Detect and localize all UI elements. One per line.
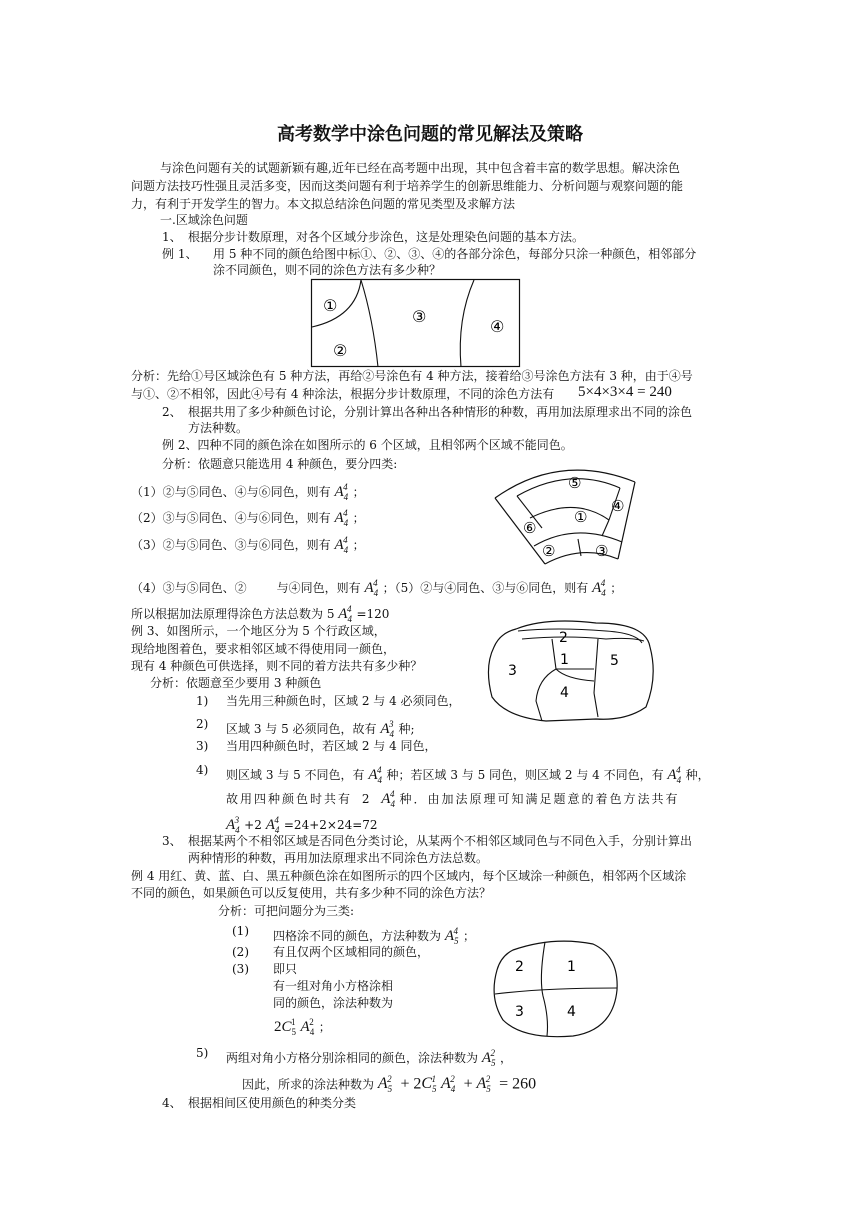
intro-line-3: 力，有利于开发学生的智力。本文拟总结涂色问题的常见类型及求解方法 (131, 197, 516, 211)
example-3-analysis: 分析：依题意至少要用 3 种颜色 (150, 676, 322, 690)
example-1-result: 5×4×3×4 = 240 (578, 384, 672, 400)
ex1-region-1: ① (323, 296, 338, 315)
method-2-num: 2、 (162, 405, 182, 419)
ex2-region-1: ① (574, 508, 588, 526)
ex1-region-3: ③ (412, 307, 427, 326)
ex1-region-4: ④ (490, 317, 505, 336)
ex3-region-4: 4 (560, 685, 569, 701)
intro-line-1: 与涂色问题有关的试题新颖有趣,近年已经在高考题中出现，其中包含着丰富的数学思想。解决涂色 (160, 161, 680, 175)
ex4-case-3b: 有一组对角小方格涂相 (273, 979, 394, 993)
ex4-case-2-num: (2) (232, 945, 249, 959)
example-2-case-4: （4）③与⑤同色、② 与④同色，则有 $A_4^4$ ；（5）②与④同色、③与⑥同色，则有 $A_4^4$ ； (131, 578, 623, 598)
example-3-line-3: 现有 4 种颜色可供选择，则不同的着方法共有多少种？ (131, 659, 423, 673)
ex4-case-5-num: 5) (196, 1046, 209, 1060)
ex3-item-2: 区域 3 与 5 必须同色，故有 $A_4^3$ 种; (226, 719, 415, 739)
ex4-case-1-num: (1) (232, 924, 249, 938)
example-4-line-2: 不同的颜色，如果颜色可以反复使用，共有多少种不同的涂色方法？ (131, 886, 492, 900)
ex4-case-2: 有且仅两个区域相同的颜色， (273, 945, 430, 959)
example-3-figure (486, 617, 658, 725)
ex3-item-3: 当用四种颜色时，若区域 2 与 4 同色， (226, 739, 437, 753)
ex2-region-5: ⑤ (568, 474, 582, 492)
example-4-analysis: 分析：可把问题分为三类: (218, 904, 355, 918)
example-2-case-3: （3）②与⑤同色、③与⑥同色，则有 $A_4^4$ ； (131, 535, 365, 555)
ex4-case-3c: 同的颜色，涂法种数为 (273, 996, 394, 1010)
ex4-case-1: 四格涂不同的颜色，方法种数为 $A_5^4$ ； (273, 926, 476, 946)
ex3-region-1: 1 (560, 652, 569, 668)
method-1-num: 1、 (162, 230, 182, 244)
example-4-line-1: 例 4 用红、黄、蓝、白、黑五种颜色涂在如图所示的四个区域内，每个区域涂一种颜色，相邻两个区域涂 (131, 869, 687, 883)
example-1-figure (311, 279, 523, 369)
ex4-conclusion: 因此，所求的涂法种数为 $A_5^2 + 2C_5^1$ $A_4^2 + A_5^2 = 260$ (242, 1074, 537, 1095)
ex4-region-2: 2 (515, 959, 524, 975)
example-1-analysis-1: 分析：先给①号区域涂色有 5 种方法，再给②号涂色有 4 种方法，接着给③号涂色方法有 3 种，由于④号 (131, 369, 693, 383)
ex3-item-1: 当先用三种颜色时，区域 2 与 4 必须同色， (226, 694, 461, 708)
example-3-line-2: 现给地图着色，要求相邻区域不得使用同一颜色， (131, 642, 396, 656)
ex3-final: $A_4^3 +2$ $A_4^4 =24+2\times 24=72$ (226, 815, 378, 835)
example-1-label: 例 1、 (162, 247, 198, 261)
method-2-line-2: 方法种数。 (188, 421, 249, 435)
method-3-num: 3、 (162, 834, 182, 848)
ex3-item-4-line-2: 故用四种颜色时共有 2 $A_4^4$ 种．由加法原理可知满足题意的着色方法共有 (226, 789, 680, 809)
example-1-line-2: 涂不同颜色，则不同的涂色方法有多少种？ (213, 263, 442, 277)
example-2-intro: 例 2、四种不同的颜色涂在如图所示的 6 个区域，且相邻两个区域不能同色。 (162, 438, 573, 452)
intro-line-2: 问题方法技巧性强且灵活多变，因而这类问题有利于培养学生的创新思维能力、分析问题与观察问题的能 (131, 179, 684, 193)
example-3-line-1: 例 3、如图所示，一个地区分为 5 个行政区域， (131, 624, 386, 638)
example-2-case-2: （2）③与⑤同色、④与⑥同色，则有 $A_4^4$ ； (131, 508, 365, 528)
ex3-item-4: 则区域 3 与 5 不同色，有 $A_4^4$ 种；若区域 3 与 5 同色，则区域 2 与 4 不同色，有 $A_4^4$ 种， (226, 765, 710, 785)
ex2-region-2: ② (542, 542, 556, 560)
method-4-num: 4、 (162, 1096, 182, 1110)
ex3-item-4-num: 4) (196, 763, 209, 777)
ex2-region-3: ③ (595, 542, 609, 560)
ex4-case-5: 两组对角小方格分别涂相同的颜色，涂法种数为 $A_5^2$ ， (226, 1048, 513, 1068)
ex3-region-3: 3 (508, 663, 517, 679)
method-4-text: 根据相间区使用颜色的种类分类 (188, 1096, 357, 1110)
example-4-figure (493, 938, 621, 1040)
section-heading: 一.区域涂色问题 (160, 213, 248, 227)
ex4-region-4: 4 (567, 1004, 576, 1020)
method-2-line-1: 根据共用了多少种颜色讨论，分别计算出各种出各种情形的种数，再用加法原理求出不同的涂色 (188, 405, 693, 419)
ex3-item-1-num: 1) (196, 694, 209, 708)
ex2-region-4: ④ (611, 497, 625, 515)
example-1-analysis-2: 与①、②不相邻，因此④号有 4 种涂法，根据分步计数原理，不同的涂色方法有 (131, 387, 555, 401)
ex4-case-3a: 即只 (273, 962, 298, 976)
ex3-region-2: 2 (559, 630, 568, 646)
ex4-case-3-num: (3) (232, 962, 249, 976)
example-1-line-1: 用 5 种不同的颜色给图中标①、②、③、④的各部分涂色，每部分只涂一种颜色，相邻部分 (213, 247, 697, 261)
ex3-item-3-num: 3) (196, 739, 209, 753)
ex1-region-2: ② (333, 341, 348, 360)
ex3-region-5: 5 (610, 653, 619, 669)
example-2-case-1: （1）②与⑤同色、④与⑥同色，则有 $A_4^4$ ； (131, 482, 365, 502)
ex2-region-6: ⑥ (523, 519, 537, 537)
method-3-line-1: 根据某两个不相邻区域是否同色分类讨论，从某两个不相邻区域同色与不同色入手，分别计算出 (188, 834, 693, 848)
ex3-item-2-num: 2) (196, 717, 209, 731)
example-2-analysis: 分析：依题意只能选用 4 种颜色，要分四类: (162, 457, 398, 471)
page-title: 高考数学中涂色问题的常见解法及策略 (277, 124, 583, 145)
method-3-line-2: 两种情形的种数，再用加法原理求出不同涂色方法总数。 (188, 851, 489, 865)
method-1-text: 根据分步计数原理，对各个区域分步涂色，这是处理染色问题的基本方法。 (188, 230, 585, 244)
example-2-figure (490, 464, 650, 568)
ex4-region-3: 3 (515, 1004, 524, 1020)
example-2-total: 所以根据加法原理得涂色方法总数为 5 $A_4^4 =120$ (131, 604, 390, 624)
ex4-region-1: 1 (567, 959, 576, 975)
ex4-case-3-formula: $2C_5^1$ $A_4^2$ ； (274, 1017, 331, 1037)
